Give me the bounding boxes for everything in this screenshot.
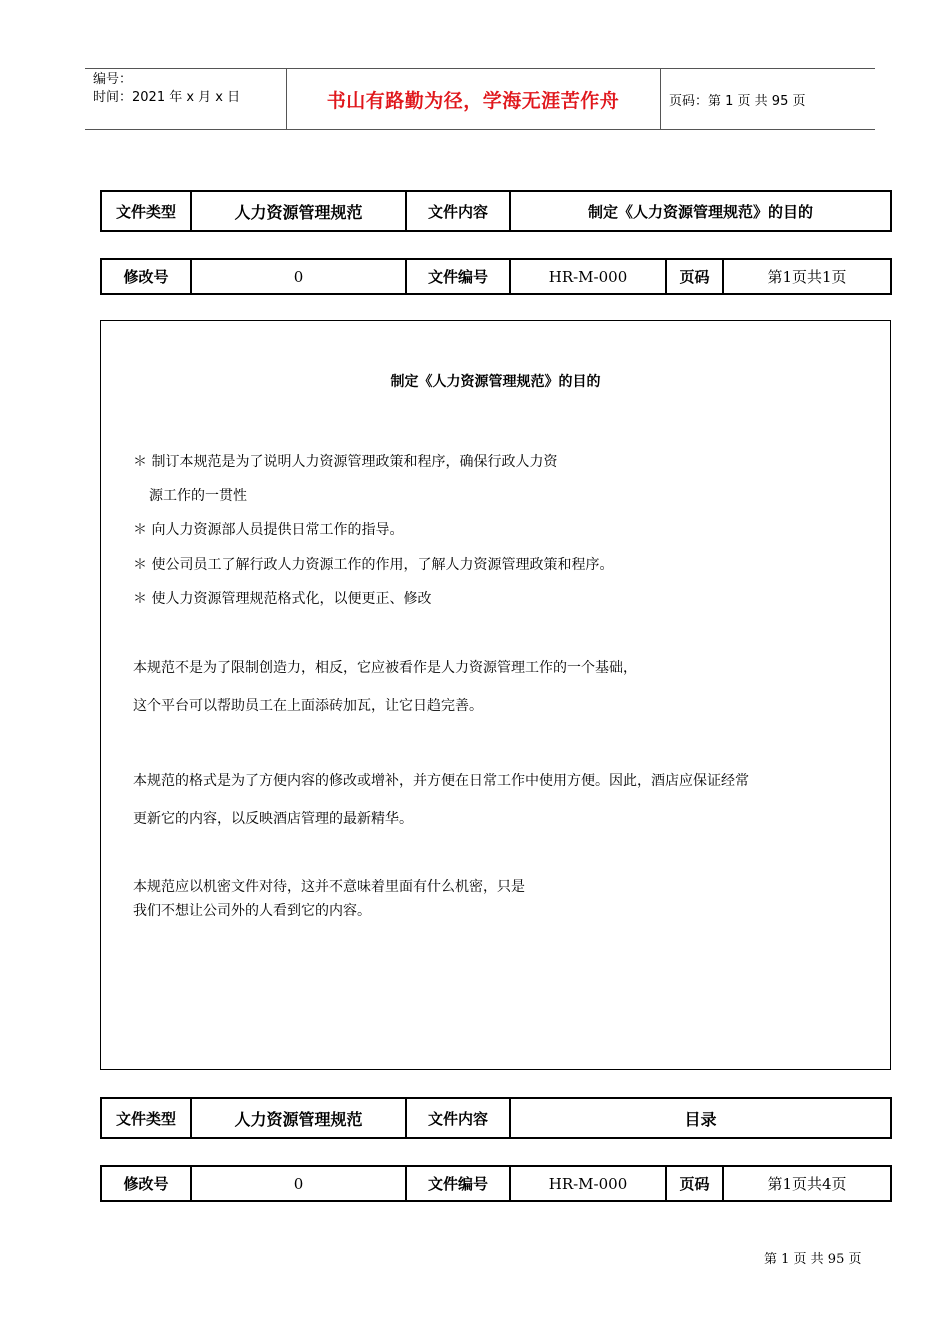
content-line: 源工作的一贯性 <box>149 488 247 504</box>
doc-content-label: 文件内容 <box>406 191 510 231</box>
content-line: 本规范的格式是为了方便内容的修改或增补，并方便在日常工作中使用方便。因此，酒店应保证经常 <box>133 773 749 789</box>
doc-number-value: HR-M-000 <box>510 259 666 294</box>
content-line: ＊ 制订本规范是为了说明人力资源管理政策和程序，确保行政人力资 <box>133 454 558 470</box>
content-line: ＊ 使人力资源管理规范格式化，以便更正、修改 <box>133 591 432 607</box>
page-header <box>85 68 875 130</box>
content-line: 本规范不是为了限制创造力，相反，它应被看作是人力资源管理工作的一个基础， <box>133 660 637 676</box>
content-line: 我们不想让公司外的人看到它的内容。 <box>133 903 371 919</box>
content-line: 这个平台可以帮助员工在上面添砖加瓦，让它日趋完善。 <box>133 698 483 714</box>
doc-info-table <box>100 190 892 232</box>
header-divider <box>660 69 661 129</box>
doc-number-value: HR-M-000 <box>510 1166 666 1201</box>
doc-type-value: 人力资源管理规范 <box>191 191 406 231</box>
page-value: 第1页共1页 <box>723 259 891 294</box>
content-line: 本规范应以机密文件对待，这并不意味着里面有什么机密，只是 <box>133 879 525 895</box>
content-box <box>100 320 891 1070</box>
doc-content-label: 文件内容 <box>406 1098 510 1138</box>
revision-value: 0 <box>191 259 406 294</box>
revision-value: 0 <box>191 1166 406 1201</box>
revision-label: 修改号 <box>101 1166 191 1201</box>
doc-number-label: 文件编号 <box>406 259 510 294</box>
page-label: 页码 <box>666 1166 723 1201</box>
header-time-label: 时间：2021 年 x 月 x 日 <box>93 90 241 105</box>
header-meta <box>93 71 283 107</box>
doc-type-label: 文件类型 <box>101 191 191 231</box>
header-number-label: 编号： <box>93 72 133 87</box>
doc-revision-table <box>100 258 892 295</box>
doc-revision-table <box>100 1165 892 1202</box>
doc-type-label: 文件类型 <box>101 1098 191 1138</box>
doc-content-value: 制定《人力资源管理规范》的目的 <box>510 191 891 231</box>
doc-number-label: 文件编号 <box>406 1166 510 1201</box>
page-label: 页码 <box>666 259 723 294</box>
doc-info-table <box>100 1097 892 1139</box>
doc-type-value: 人力资源管理规范 <box>191 1098 406 1138</box>
header-motto: 书山有路勤为径，学海无涯苦作舟 <box>326 89 620 112</box>
revision-label: 修改号 <box>101 259 191 294</box>
content-line: ＊ 使公司员工了解行政人力资源工作的作用，了解人力资源管理政策和程序。 <box>133 557 614 573</box>
content-title: 制定《人力资源管理规范》的目的 <box>390 374 601 390</box>
header-page-info: 页码：第 1 页 共 95 页 <box>669 93 806 109</box>
page-value: 第1页共4页 <box>723 1166 891 1201</box>
content-line: ＊ 向人力资源部人员提供日常工作的指导。 <box>133 522 404 538</box>
page-footer: 第 1 页 共 95 页 <box>764 1252 862 1267</box>
doc-content-value: 目录 <box>510 1098 891 1138</box>
content-line: 更新它的内容，以反映酒店管理的最新精华。 <box>133 811 413 827</box>
